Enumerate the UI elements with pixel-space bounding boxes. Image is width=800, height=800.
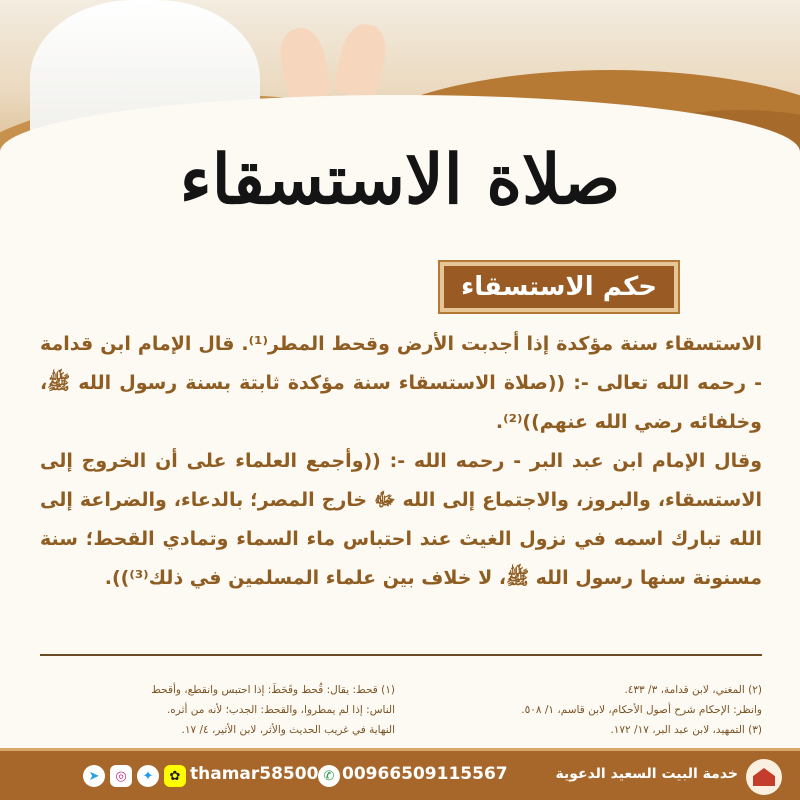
- footnote-line: (١) قحط: يقال: قُحط وقَحَطَ: إذا احتبس وانقطع، وأقحط: [151, 684, 395, 696]
- raised-hand: [333, 20, 391, 100]
- section-title: حكم الاستسقاء: [461, 272, 657, 302]
- twitter-icon[interactable]: ✦: [137, 765, 159, 787]
- footnote-line: (٣) التمهيد، لابن عبد البر، ١٧/ ١٧٢.: [610, 724, 762, 736]
- footnote-divider: [40, 654, 762, 656]
- paragraph-2: وقال الإمام ابن عبد البر - رحمه الله -: ((وأجمع العلماء على أن الخروج إلى الاستسقاء، والبروز، والاجتماع إلى الله ﷻ خارج المصر؛ بالدعاء، والضراعة إلى الله تبارك اسمه في نزول الغيث عند احتباس ماء السماء وتمادي القحط؛ سنة مسنونة سنها رسول الله ﷺ، لا خلاف بين علماء المسلمين في ذلك⁽³⁾)).: [40, 450, 762, 589]
- raised-hand: [275, 24, 333, 104]
- footnotes-right: [40, 680, 395, 742]
- org-logo: [746, 759, 782, 795]
- social-handle[interactable]: thamar58500: [190, 764, 319, 784]
- footnotes: [40, 680, 762, 742]
- footer-bar: [0, 748, 800, 800]
- house-icon: [753, 768, 775, 786]
- snapchat-icon[interactable]: ✿: [164, 765, 186, 787]
- telegram-icon[interactable]: ➤: [83, 765, 105, 787]
- footnote-line: وانظر: الإحكام شرح أصول الأحكام، لابن قاسم، ١/ ٥٠٨.: [521, 704, 762, 716]
- page-title: صلاة الاستسقاء: [179, 140, 621, 220]
- body-text: [40, 325, 762, 645]
- section-header: [440, 262, 678, 312]
- footnote-line: النهاية في غريب الحديث والأثر، لابن الأثير، ٤/ ١٧.: [181, 724, 395, 736]
- paragraph-1: الاستسقاء سنة مؤكدة إذا أجدبت الأرض وقحط المطر⁽¹⁾. قال الإمام ابن قدامة - رحمه الله تعالى -: ((صلاة الاستسقاء سنة مؤكدة ثابتة بسنة رسول الله ﷺ، وخلفائه رضي الله عنهم))⁽²⁾.: [40, 333, 762, 433]
- footnote-line: (٢) المغني، لابن قدامة، ٣/ ٤٣٣.: [624, 684, 762, 696]
- org-name: خدمة البيت السعيد الدعوية: [555, 766, 738, 782]
- instagram-icon[interactable]: ◎: [110, 765, 132, 787]
- whatsapp-icon[interactable]: ✆: [318, 765, 340, 787]
- phone-number[interactable]: 00966509115567: [342, 764, 508, 784]
- footnotes-left: [407, 680, 762, 742]
- footnote-line: الناس: إذا لم يمطروا، والقحط: الجدب؛ لأنه من أثره.: [166, 704, 395, 716]
